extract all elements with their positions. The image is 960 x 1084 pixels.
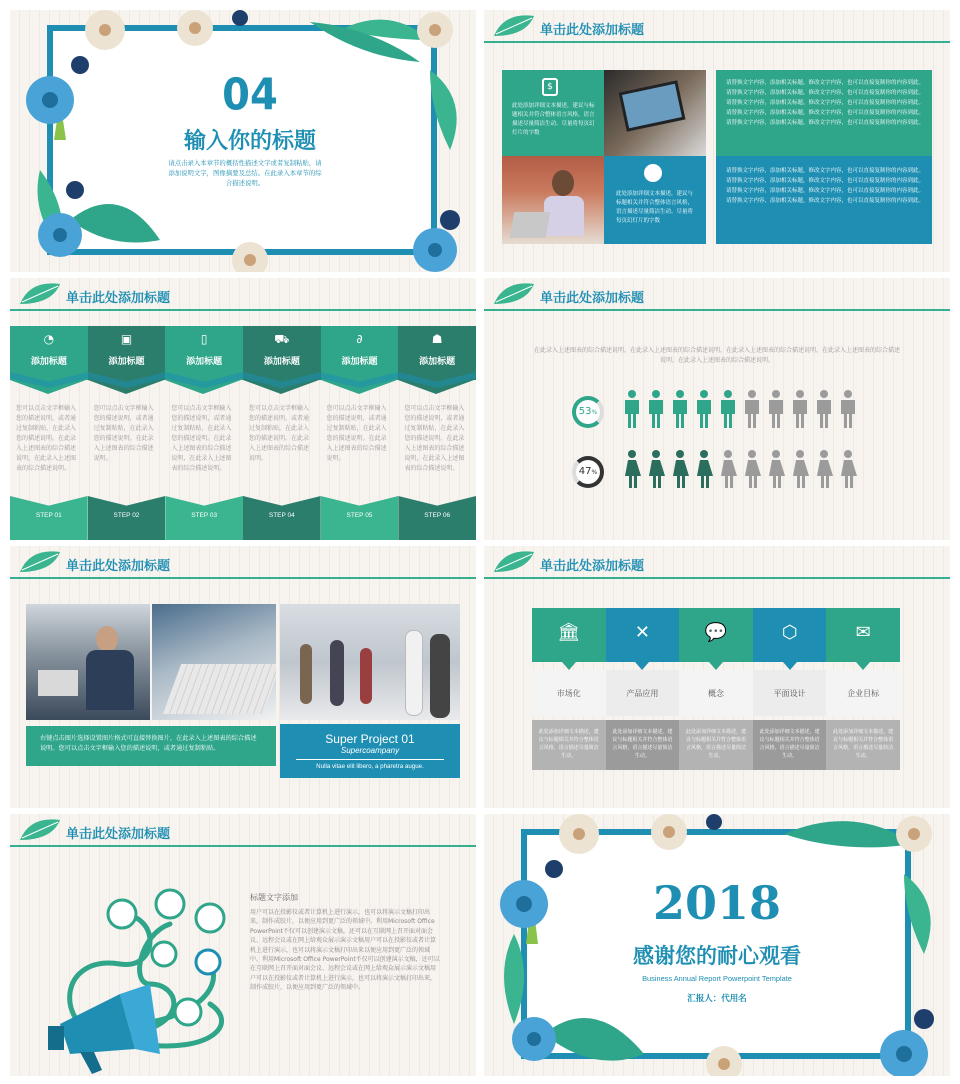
feature-text: 此处添加详细文本描述，建议与标题相关并符合整体语言风格，语言描述尽量简洁生动。 [759,729,820,759]
male-person-icon [625,390,639,428]
male-percent: 53 [578,406,592,417]
megaphone-illustration [40,874,260,1074]
step-label: 添加标题 [263,357,300,367]
female-person-icon [745,450,761,488]
male-person-icon [793,390,807,428]
chart-description: 在此录入上述图表的综合描述说明，在此录入上述图表的综合描述说明，在此录入上述图表的综合描述说明，在此录入上述图表的综合描述说明，在此录入上述图表的综合描述说明。 [534,347,901,364]
users-icon: ☗ [431,332,443,346]
female-person-icon [793,450,809,488]
pie-chart-icon: ◔ [43,332,55,346]
header-rule [10,845,476,847]
dollar-phone-icon: $ [542,78,558,96]
slide-header [484,10,950,44]
female-person-icon [673,450,689,488]
step-number: STEP 04 [268,512,295,519]
step-text: 您可以点击文字框输入您的描述说明，或者通过复制粘贴，在此录入您的描述说明。在此录入上述图表的综合描述说明，在此录入上述图表的综合描述说明。 [171,405,232,472]
box2-text: 此处添加详细文本描述，建议与标题相关并符合整体语言风格，语言描述尽量简洁生动。尽量将每页幻灯片的字数 [616,191,694,224]
header-rule [484,577,950,579]
slide-project-photos[interactable] [10,546,476,808]
phone-icon: ▯ [200,332,208,346]
features-row [532,608,900,778]
male-person-icon [697,390,711,428]
female-person-icon [817,450,833,488]
step-text: 您可以点击文字框输入您的描述说明，或者通过复制粘贴，在此录入您的描述说明。在此录入上述图表的综合描述说明，在此录入上述图表的综合描述说明。 [16,405,77,472]
female-person-icon [697,450,713,488]
image-icon: ▣ [120,332,133,346]
printer-icon [196,950,220,974]
step-text: 您可以点击文字框输入您的描述说明，或者通过复制粘贴，在此录入您的描述说明。在此录入上述图表的综合描述说明。 [326,405,387,462]
feature-label: 市场化 [556,689,581,698]
step-number: STEP 06 [424,512,451,519]
step-text: 您可以点击文字框输入您的描述说明，或者通过复制粘贴，在此录入您的描述说明。在此录入上述图表的综合描述说明。 [249,405,310,462]
teal-paragraph-box [716,70,932,156]
slide-header [10,814,476,848]
slide-text-image-grid[interactable] [484,10,950,272]
leaf-icon [490,548,540,576]
male-person-icon [673,390,687,428]
slide-header [10,278,476,312]
closing-subtitle: Business Annual Report Powerpoint Template [642,974,792,983]
people-pictogram [484,278,950,540]
leaf-icon [16,280,66,308]
slide-header [10,546,476,580]
feature-tile[interactable] [753,608,827,778]
slide-title[interactable]: 单击此处添加标题 [66,291,171,306]
step-text: 您可以点击文字框输入您的描述说明，或者通过复制粘贴，在此录入您的描述说明。在此录入上述图表的综合描述说明，在此录入上述图表的综合描述说明。 [404,405,465,472]
paperclip-icon: ∂ [356,332,363,346]
feature-tile[interactable] [826,608,900,778]
step-column[interactable] [88,326,166,540]
feature-text: 此处添加详细文本描述，建议与标题相关并符合整体语言风格，语言描述尽量简洁生动。 [538,729,599,759]
keyboard-photo [152,604,276,720]
closing-title: 感谢您的耐心观看 [633,944,801,968]
female-person-icon [769,450,785,488]
tablet-photo [604,70,706,156]
body-title: 标题文字添加 [250,893,298,902]
step-column[interactable] [10,326,88,540]
chapter-description: 请点击录入本章节的概括性描述文字或者复制粘贴，请添加说明文字，图像摘要及总结。在此录入本章节的综合描述说明。 [168,159,322,187]
header-rule [10,309,476,311]
feature-pointer [562,662,576,670]
mail-icon: ✉ [855,622,871,643]
feature-tile[interactable] [606,608,680,778]
chat-bubble-icon: 💬 [704,622,728,643]
step-label: 添加标题 [186,357,223,367]
step-column[interactable] [165,326,243,540]
slide-title[interactable]: 单击此处添加标题 [66,827,171,842]
feature-tile[interactable] [532,608,606,778]
box-icon: ⬡ [781,622,798,643]
step-number: STEP 05 [346,512,373,519]
closing-year: 2018 [652,876,782,930]
step-number: STEP 01 [35,512,62,519]
percent-unit: % [591,469,598,476]
male-person-icon [721,390,735,428]
female-person-icon [721,450,737,488]
blue-paragraph-box [716,156,932,244]
female-person-icon [649,450,665,488]
head-gear-icon [644,164,662,182]
feature-text: 此处添加详细文本描述，建议与标题相关并符合整体语言风格，语言描述尽量简洁生动。 [685,729,746,759]
feature-label: 平面设计 [773,689,806,698]
percent-unit: % [591,409,598,416]
feature-text: 此处添加详细文本描述，建议与标题相关并符合整体语言风格，语言描述尽量简洁生动。 [612,729,673,759]
feature-label: 企业目标 [847,689,880,698]
meeting-photo [26,604,150,720]
leaf-icon [490,12,540,40]
steps-row [10,326,476,540]
step-label: 添加标题 [30,357,67,367]
para2-text: 请替换文字内容，添加相关标题，修改文字内容，也可以直接复制你的内容到此。请替换文字内容，添加相关标题，修改文字内容，也可以直接复制你的内容到此。请替换文字内容，添加相关标题，修改文字内容，也可以直接复制你的内容到此。请替换文字内容，添加相关标题，修改文字内容，也可以直接复制你的内容到此。 [726,168,925,204]
slide-title[interactable]: 单击此处添加标题 [540,559,645,574]
bank-icon: 🏛 [557,622,581,643]
feature-label: 概念 [707,689,724,698]
slide-title[interactable]: 单击此处添加标题 [66,559,171,574]
slide-thank-you[interactable] [484,814,950,1076]
cart-icon: ⛟ [274,332,290,346]
step-number: STEP 02 [113,512,140,519]
step-column[interactable] [321,326,399,540]
feature-pointer [635,662,649,670]
slide-title[interactable]: 单击此处添加标题 [540,291,645,306]
box1-text: 此处添加详细文本描述，建议与标题相关并符合整体语言风格，语言描述尽量简洁生动。尽量将每页幻灯片的字数 [512,103,595,136]
feature-pointer [856,662,870,670]
male-person-icon [745,390,759,428]
slide-gender-ratio[interactable] [484,278,950,540]
male-person-icon [817,390,831,428]
male-person-icon [769,390,783,428]
caption-text: 右键点击图片选择设置图片格式可直接替换图片，在此录入上述图表的综合描述说明。您可以点击文字框输入您的描述说明，或者通过复制粘贴。 [40,735,257,752]
at-icon [152,942,176,966]
teal-text-box [502,70,604,156]
slide-megaphone[interactable] [10,814,476,1076]
female-person-icon [625,450,641,488]
megaphone-icon [48,984,160,1074]
slide-chapter-04[interactable] [10,10,476,272]
speaker-icon [108,900,136,928]
project-divider [296,759,444,760]
male-person-icon [649,390,663,428]
feature-label: 产品应用 [626,689,659,698]
reporter-name: 汇报人：代用名 [687,994,747,1004]
leaf-icon [16,548,66,576]
project-text: Nulla vitae elit libero, a pharetra augue. [316,763,424,770]
male-person-icon [841,390,855,428]
step-column[interactable] [398,326,476,540]
feature-pointer [709,662,723,670]
chapter-title: 输入你的标题 [183,129,316,154]
database-icon [175,999,201,1025]
chapter-number: 04 [222,69,278,121]
step-label: 添加标题 [341,357,378,367]
slide-title[interactable]: 单击此处添加标题 [540,23,645,38]
woman-laptop-photo [502,156,604,244]
slide-header [484,546,950,580]
feature-tile[interactable] [679,608,753,778]
crowd-photo [280,604,460,720]
caption-box [26,726,276,766]
para1-text: 请替换文字内容，添加相关标题，修改文字内容，也可以直接复制你的内容到此。请替换文字内容，添加相关标题，修改文字内容，也可以直接复制你的内容到此。请替换文字内容，添加相关标题，修改文字内容，也可以直接复制你的内容到此。请替换文字内容，添加相关标题，修改文字内容，也可以直接复制你的内容到此。请替换文字内容，添加相关标题，修改文字内容，也可以直接复制你的内容到此。 [726,80,925,126]
body-text: 用户可以在投影仪或者计算机上进行演示，也可以将演示文稿打印出来，制作成胶片，以便应用到更广泛的领域中。利用Microsoft Office PowerPoint不仅可以创建演示文稿，还可以在互联网上召开面对面会议、远程会议或在网上给观众展示演示文稿用户可以在投影仪或者计算机上进行演示，也可以将演示文稿打印出来以便应用到更广泛的领域中。利用Microsoft Office PowerPoint不仅可以创建演示文稿，还可以在互联网上召开面对面会议、远程会议或在网上给观众展示演示文稿用户可以在投影仪或者计算机上进行演示，也可以将演示文稿打印出来，制作成胶片，以便应用到更广泛的领域中。 [250,909,440,992]
project-title: Super Project 01 [325,732,415,746]
project-box [280,724,460,778]
leaf-icon [16,816,66,844]
slide-five-features[interactable] [484,546,950,808]
project-subtitle: Supercoampany [340,746,400,755]
feature-pointer [783,662,797,670]
blue-text-box [604,156,706,244]
step-label: 添加标题 [108,357,145,367]
female-person-icon [841,450,857,488]
tools-icon: ✕ [634,622,650,643]
female-percent: 47 [578,466,592,477]
slide-six-steps[interactable] [10,278,476,540]
layers-icon [156,890,184,918]
step-column[interactable] [243,326,321,540]
step-text: 您可以点击文字框输入您的描述说明，或者通过复制粘贴，在此录入您的描述说明。在此录入上述图表的综合描述说明。 [93,405,154,462]
header-rule [484,41,950,43]
bulb-icon [196,904,224,932]
step-number: STEP 03 [191,512,218,519]
header-rule [10,577,476,579]
step-label: 添加标题 [419,357,456,367]
feature-text: 此处添加详细文本描述，建议与标题相关并符合整体语言风格，语言描述尽量简洁生动。 [833,729,894,759]
